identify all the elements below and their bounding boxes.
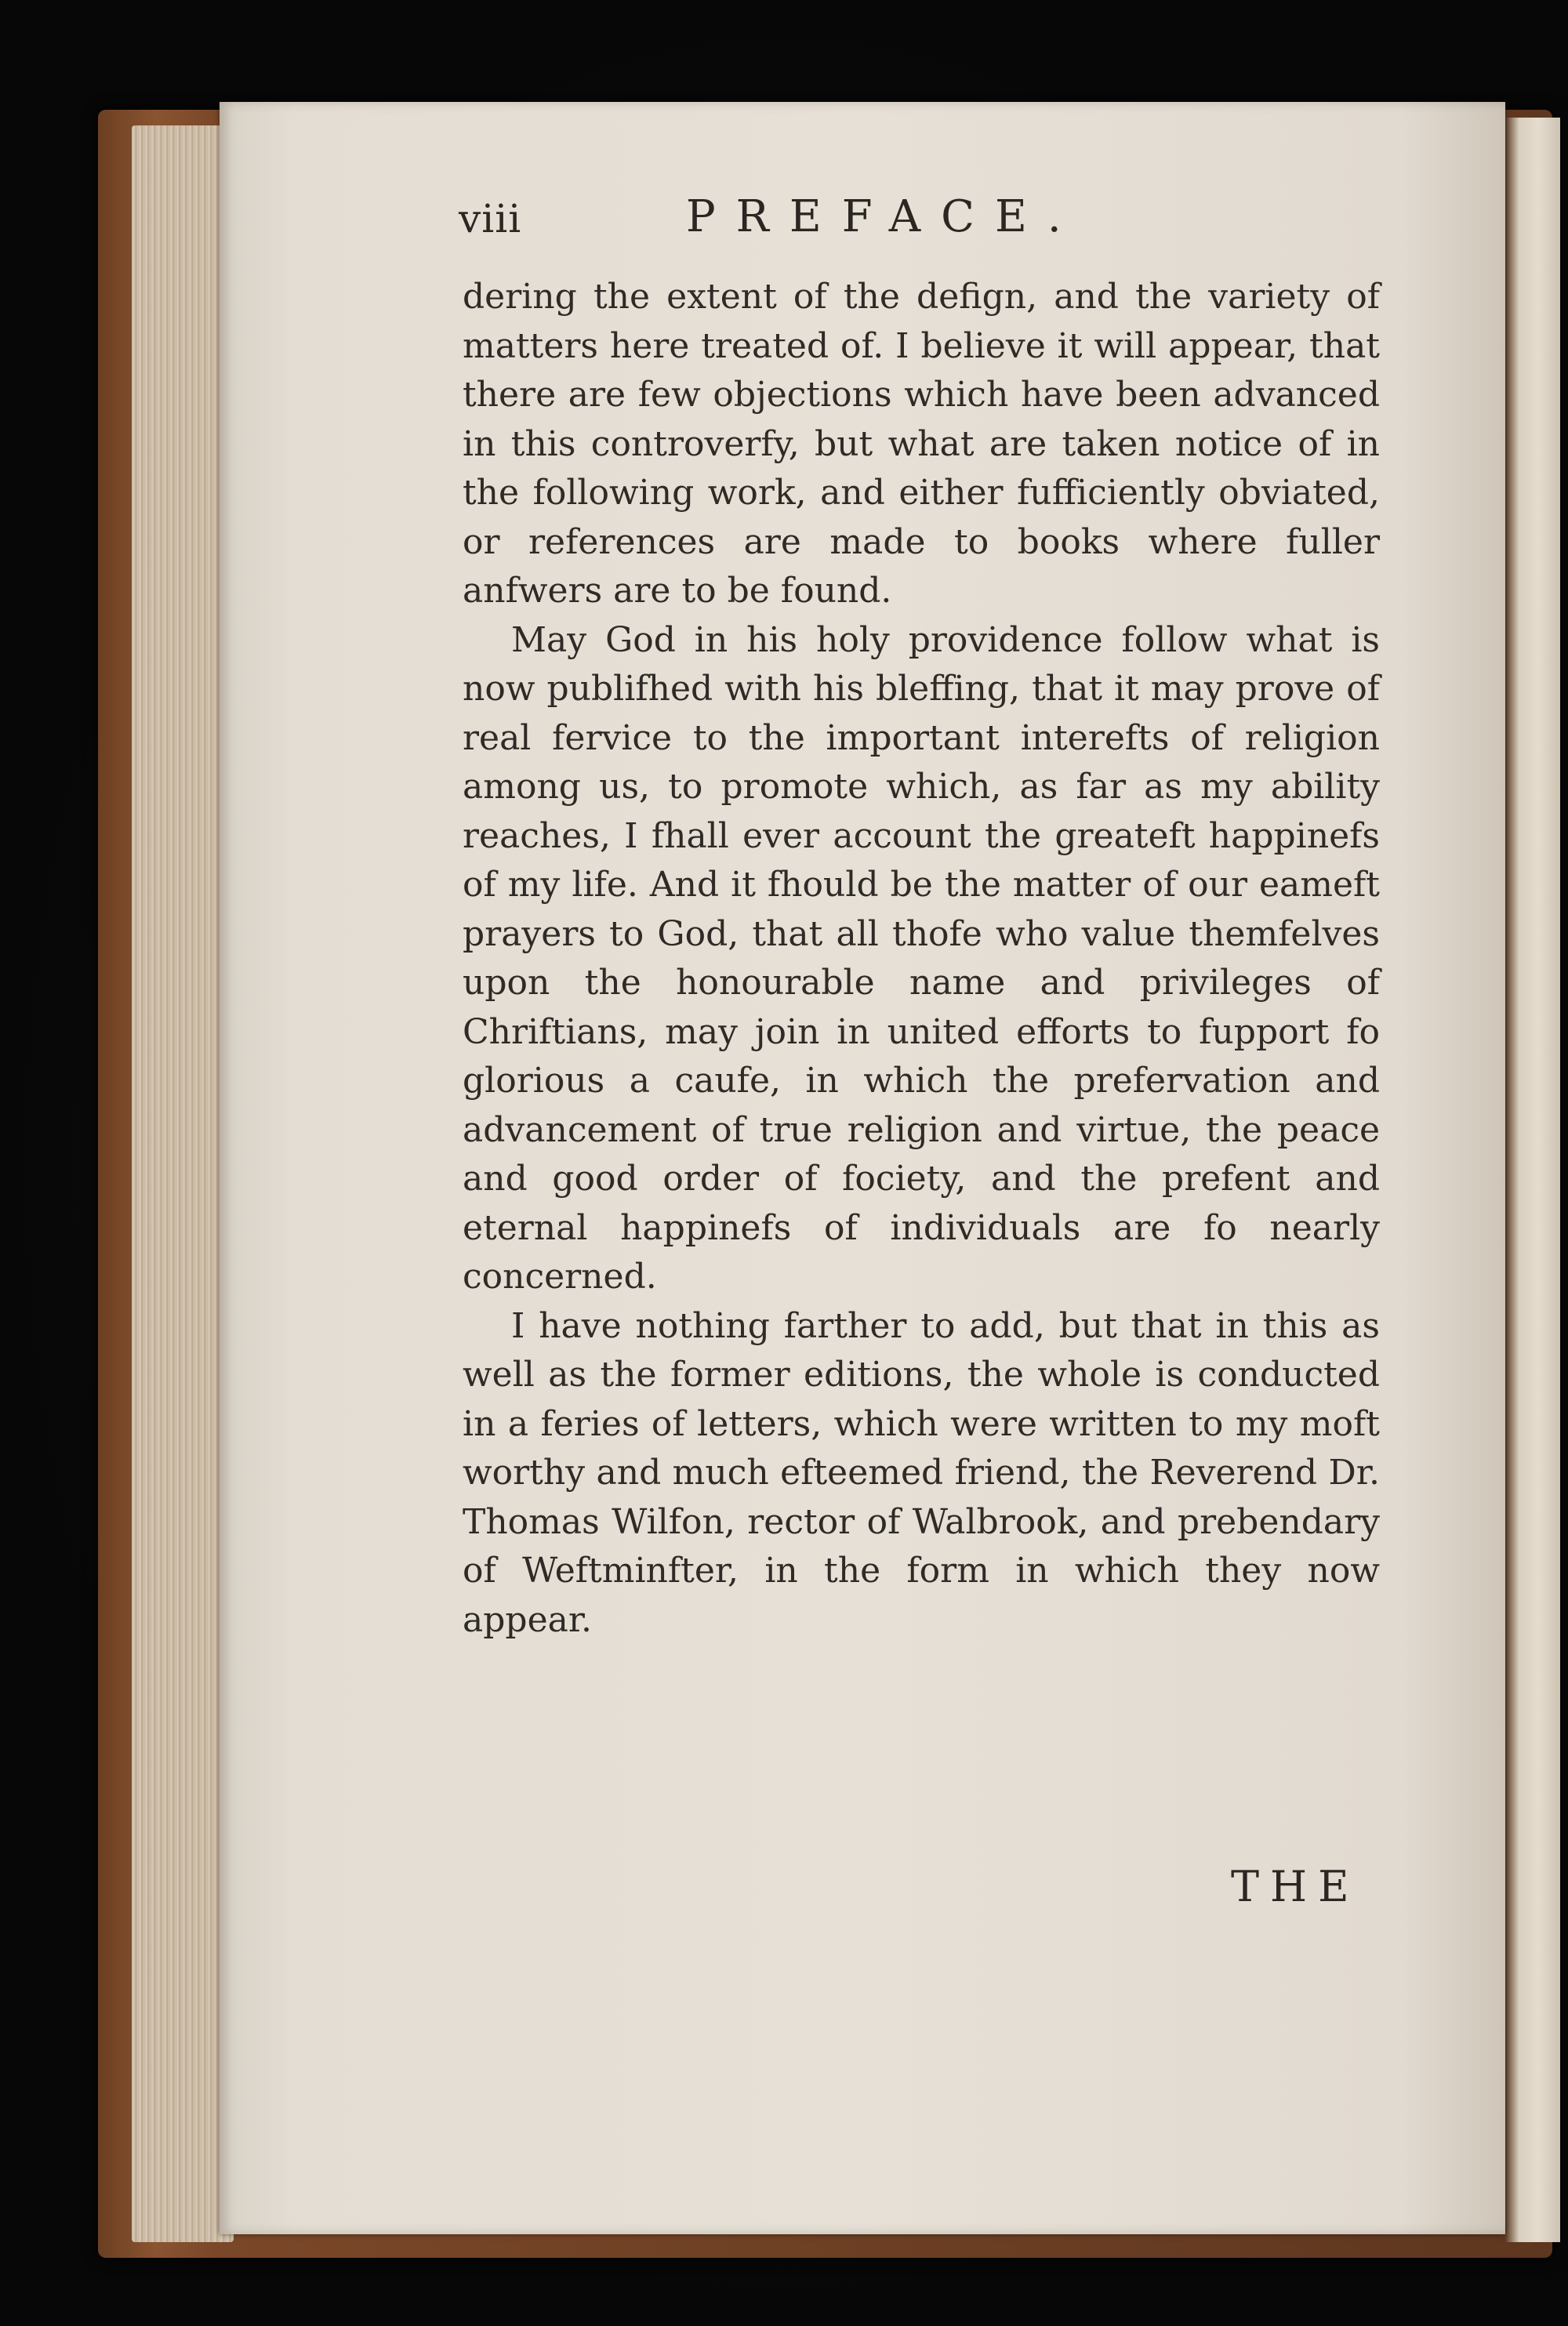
- page-header: [459, 191, 1399, 259]
- paragraph-continued: dering the extent of the defign, and the variety of matters here treated of. I believe it will appear, that there are few objections which have been advanced in this controverfy, but what are taken notice of in the following work, and either fufficiently obviated, or references are made to books where fuller anfwers are to be found.: [463, 277, 1380, 611]
- page-block-edges: [132, 125, 234, 2242]
- page-number: viii: [459, 196, 522, 241]
- paragraph-conclusion: I have nothing farther to add, but that in this as well as the former editions, the whole is conducted in a feries of letters, which were written to my moft worthy and much efteemed friend, the Reverend Dr. Thomas Wilfon, rector of Walbrook, and prebendary of Weftminfter, in the form in which they now appear.: [463, 1305, 1380, 1640]
- paragraph-prayer: May God in his holy providence follow what is now publifhed with his bleffing, that it may prove of real fervice to the important interefts of religion among us, to promote which, as far as my ability reaches, I fhall ever account the greateft happinefs of my life. And it fhould be the matter of our eameft prayers to God, that all thofe who value themfelves upon the honourable name and privileges of Chriftians, may join in united efforts to fupport fo glorious a caufe, in which the prefervation and advancement of true religion and virtue, the peace and good order of fociety, and the prefent and eternal happinefs of individuals are fo nearly concerned.: [463, 619, 1380, 1297]
- facing-page-edge: [1505, 118, 1560, 2242]
- running-head: PREFACE.: [686, 191, 1082, 242]
- body-text: [463, 273, 1380, 1645]
- catchword: THE: [1231, 1862, 1360, 1911]
